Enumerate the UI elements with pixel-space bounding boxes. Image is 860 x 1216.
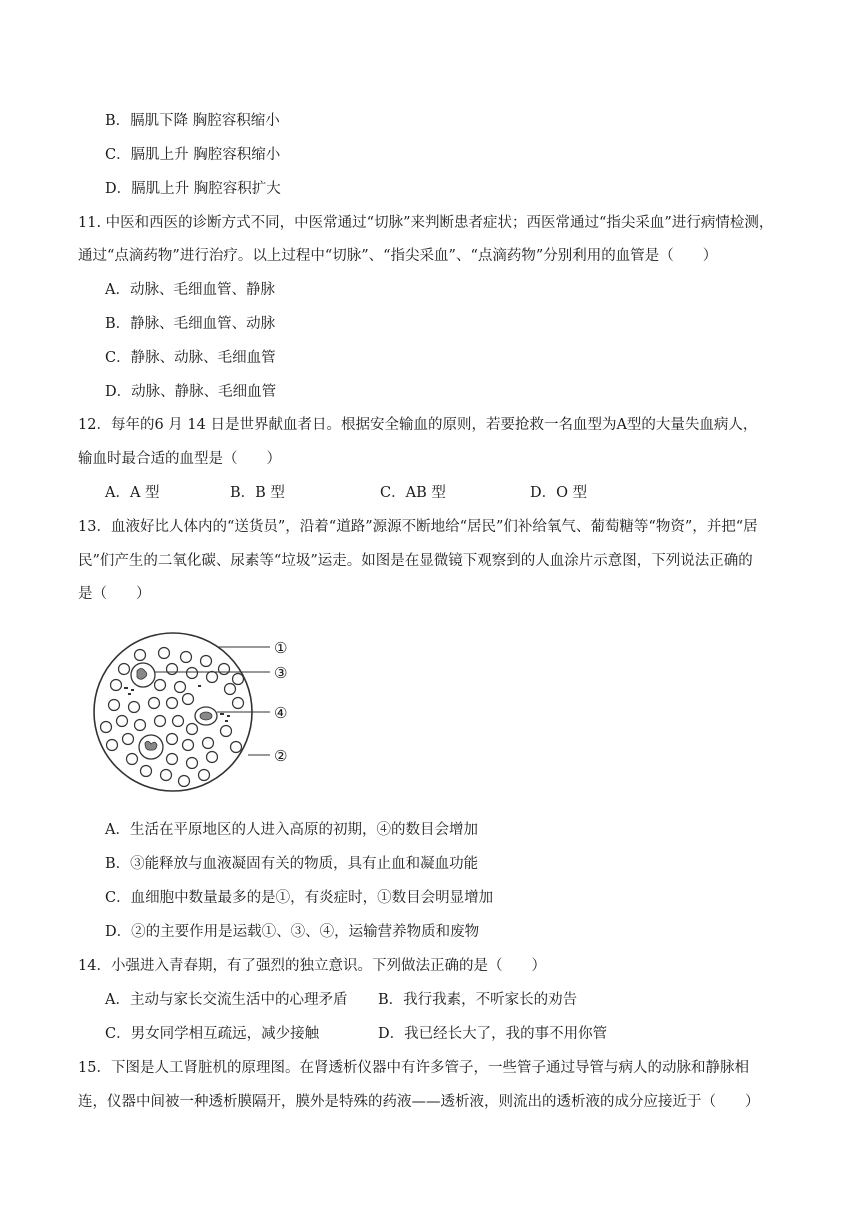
q11-option-c: C．静脉、动脉、毛细血管	[105, 350, 276, 366]
red-blood-cell	[225, 684, 236, 695]
q13-stem-line2: 民”们产生的二氧化碳、尿素等“垃圾”运走。如图是在显微镜下观察到的人血涂片示意图，下列说法正确的	[78, 553, 753, 569]
red-blood-cell	[187, 758, 198, 769]
red-blood-cell	[201, 656, 212, 667]
red-blood-cell	[135, 720, 146, 731]
white-blood-cell-3	[131, 663, 155, 687]
blood-smear-figure	[88, 625, 303, 795]
label-4: ④	[274, 704, 288, 722]
red-blood-cell	[203, 738, 214, 749]
q11-stem-line2: 通过“点滴药物”进行治疗。以上过程中“切脉”、“指尖采血”、“点滴药物”分别利用的血管是（ ）	[78, 248, 718, 264]
red-blood-cell	[129, 702, 140, 713]
red-blood-cell	[117, 716, 128, 727]
red-blood-cell	[155, 716, 166, 727]
red-blood-cell	[109, 700, 120, 711]
q13-stem-line3: 是（ ）	[78, 586, 151, 602]
q12-option-c: C．AB 型	[380, 485, 446, 501]
red-blood-cell	[231, 742, 242, 753]
q13-option-d: D．②的主要作用是运载①、③、④，运输营养物质和废物	[105, 924, 480, 940]
red-blood-cell	[119, 664, 130, 675]
q13-option-a: A．生活在平原地区的人进入高原的初期，④的数目会增加	[105, 822, 478, 838]
q12-option-a: A．A 型	[105, 485, 160, 501]
red-blood-cell	[167, 698, 178, 709]
q13-stem-line1: 13．血液好比人体内的“送货员”，沿着“道路”源源不断地给“居民”们补给氧气、葡萄糖等“物资”，并把“居	[78, 519, 758, 535]
red-blood-cell	[167, 734, 178, 745]
red-blood-cell	[221, 726, 232, 737]
red-blood-cell	[179, 776, 190, 787]
red-blood-cell	[233, 698, 244, 709]
red-blood-cell	[107, 740, 118, 751]
q12-stem-line2: 输血时最合适的血型是（ ）	[78, 451, 281, 467]
red-blood-cell	[127, 754, 138, 765]
red-blood-cell	[199, 770, 210, 781]
red-blood-cell	[219, 664, 230, 675]
q10-option-d: D．膈肌上升 胸腔容积扩大	[105, 181, 281, 197]
q12-option-d: D．O 型	[530, 485, 588, 501]
red-blood-cell	[183, 740, 194, 751]
red-blood-cell	[101, 722, 112, 733]
red-blood-cell	[155, 680, 166, 691]
q14-stem: 14．小强进入青春期，有了强烈的独立意识。下列做法正确的是（ ）	[78, 958, 546, 974]
red-blood-cell	[207, 752, 218, 763]
red-blood-cell	[167, 754, 178, 765]
q14-option-a: A．主动与家长交流生活中的心理矛盾	[105, 992, 348, 1008]
red-blood-cell	[233, 674, 244, 685]
q10-option-b: B．膈肌下降 胸腔容积缩小	[105, 113, 280, 129]
q11-option-a: A．动脉、毛细血管、静脉	[105, 282, 275, 298]
red-blood-cell	[141, 766, 152, 777]
q14-options-row1	[0, 990, 860, 1010]
q12-options-row	[0, 483, 860, 503]
q13-option-b: B．③能释放与血液凝固有关的物质，具有止血和凝血功能	[105, 856, 479, 872]
red-blood-cell	[111, 680, 122, 691]
q11-option-b: B．静脉、毛细血管、动脉	[105, 316, 276, 332]
red-blood-cell	[173, 716, 184, 727]
white-blood-cell-lower	[139, 735, 163, 759]
red-blood-cell	[149, 698, 160, 709]
label-2: ②	[274, 747, 288, 765]
red-blood-cell	[159, 648, 170, 659]
q10-option-c: C．膈肌上升 胸腔容积缩小	[105, 147, 281, 163]
q14-option-b: B．我行我素，不听家长的劝告	[378, 992, 578, 1008]
q12-stem-line1: 12．每年的6 月 14 日是世界献血者日。根据安全输血的原则，若要抢救一名血型为A型的大量失血病人，	[78, 417, 758, 433]
red-blood-cell	[183, 694, 194, 705]
q15-stem-line1: 15．下图是人工肾脏机的原理图。在肾透析仪器中有许多管子，一些管子通过导管与病人的动脉和静脉相	[78, 1060, 749, 1076]
q11-stem-line1: 11. 中医和西医的诊断方式不同，中医常通过“切脉”来判断患者症状；西医常通过“指尖采血”进行病情检测，	[78, 215, 774, 231]
red-blood-cell	[167, 664, 178, 675]
q14-option-c: C．男女同学相互疏远，减少接触	[105, 1026, 320, 1042]
white-blood-cell-4	[195, 707, 217, 725]
q15-stem-line2: 连，仪器中间被一种透析膜隔开，膜外是特殊的药液——透析液，则流出的透析液的成分应接近于（ ）	[78, 1094, 760, 1110]
q13-option-c: C．血细胞中数量最多的是①，有炎症时，①数目会明显增加	[105, 890, 494, 906]
red-blood-cell	[175, 682, 186, 693]
red-blood-cell	[181, 652, 192, 663]
q12-option-b: B．B 型	[230, 485, 285, 501]
red-blood-cell	[187, 724, 198, 735]
red-blood-cell	[187, 668, 198, 679]
red-blood-cell	[207, 672, 218, 683]
label-1: ①	[274, 639, 288, 657]
label-3: ③	[274, 664, 288, 682]
red-blood-cell	[135, 650, 146, 661]
red-blood-cell	[161, 770, 172, 781]
q14-options-row2	[0, 1024, 860, 1044]
q14-option-d: D．我已经长大了，我的事不用你管	[378, 1026, 608, 1042]
q11-option-d: D．动脉、静脉、毛细血管	[105, 384, 277, 400]
red-blood-cell	[123, 734, 134, 745]
